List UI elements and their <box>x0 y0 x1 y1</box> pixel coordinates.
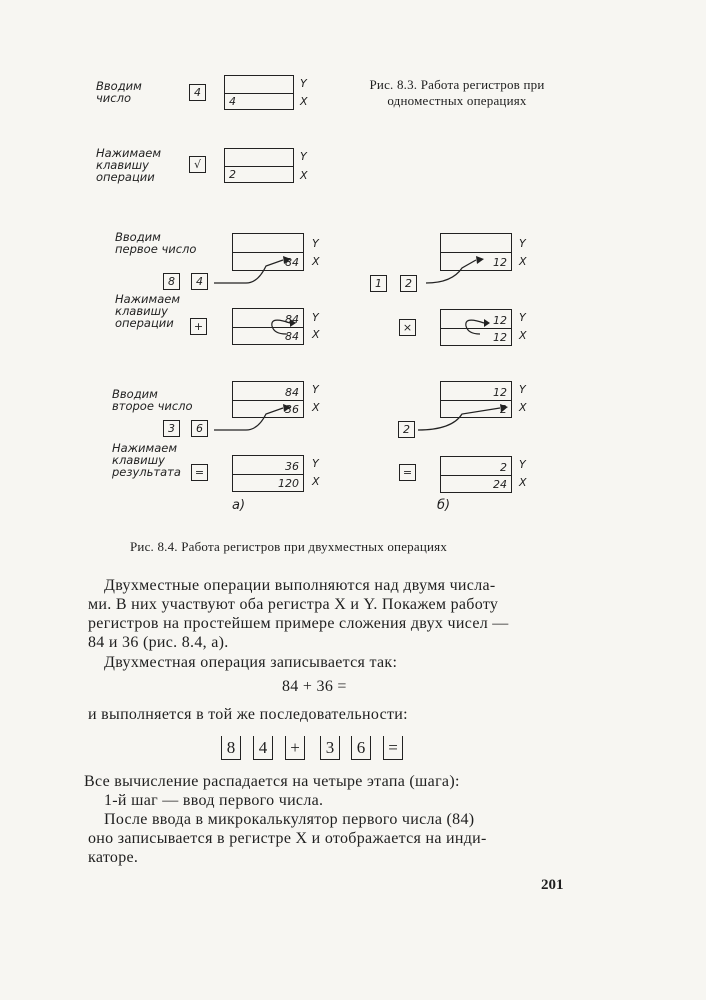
key-3: 3 <box>163 420 180 437</box>
key-sqrt: √ <box>189 156 206 173</box>
seq-key: 8 <box>221 736 241 760</box>
key-plus: + <box>190 318 207 335</box>
key-equals: = <box>399 464 416 481</box>
register-pair-a4: 36 120 <box>232 455 304 492</box>
paragraph-1: Двухместные операции выполняются над двумя числа- ми. В них участвуют оба регистра X и Y. Покажем работу регистров на простейшем примере сложения двух чисел — 84 и 36 (рис. 8.4, а). <box>88 577 509 651</box>
key-equals: = <box>191 464 208 481</box>
label-press-op: Нажимаем клавишу операции <box>96 146 162 184</box>
label-press-op: Нажимаем клавишу операции <box>115 292 181 330</box>
subfigure-a-label: а) <box>232 498 246 513</box>
paragraph-5: 1-й шаг — ввод первого числа. <box>104 792 324 809</box>
paragraph-2: Двухместная операция записывается так: <box>104 654 398 671</box>
seq-key: 3 <box>320 736 340 760</box>
register-pair-a1 <box>232 233 304 271</box>
register-pair-a2: 84 84 <box>232 308 304 345</box>
register-pair-b4: 2 24 <box>440 456 512 493</box>
label-press-result: Нажимаем клавишу результата <box>112 441 181 479</box>
label-enter-number: Вводим число <box>96 79 142 105</box>
register-x-label: X <box>300 95 308 108</box>
register-x-value: 4 <box>229 95 236 108</box>
formula: 84 + 36 = <box>282 678 347 695</box>
key-2: 2 <box>398 421 415 438</box>
key-2: 2 <box>400 275 417 292</box>
register-y-label: Y <box>300 150 307 163</box>
key-6: 6 <box>191 420 208 437</box>
label-enter-second: Вводим второе число <box>112 387 193 413</box>
paragraph-4: Все вычисление распадается на четыре этапа (шага): <box>84 773 460 790</box>
register-x-value: 2 <box>229 168 236 181</box>
key-4: 4 <box>191 273 208 290</box>
register-pair-b1: 12 <box>440 233 512 271</box>
seq-key: 4 <box>253 736 273 760</box>
key-8: 8 <box>163 273 180 290</box>
paragraph-3: и выполняется в той же последовательности: <box>88 706 408 723</box>
register-pair-b3: 12 2 <box>440 381 512 418</box>
label-enter-first: Вводим первое число <box>115 230 197 256</box>
page-number: 201 <box>541 877 564 893</box>
register-pair-b2: 12 12 <box>440 309 512 346</box>
figure-8-4-caption: Рис. 8.4. Работа регистров при двухместных операциях <box>130 539 448 554</box>
register-pair-a3: 84 36 <box>232 381 304 418</box>
seq-key: = <box>383 736 403 760</box>
register-x-value: 84 <box>285 256 299 269</box>
paragraph-6: После ввода в микрокалькулятор первого числа (84) оно записывается в регистре X и отображается на инди- каторе. <box>88 811 487 866</box>
figure-8-3-caption: Рис. 8.3. Работа регистров при одноместных операциях <box>369 77 545 108</box>
seq-key: 6 <box>351 736 371 760</box>
key-1: 1 <box>370 275 387 292</box>
seq-key: + <box>285 736 305 760</box>
register-x-label: X <box>300 169 308 182</box>
key-4: 4 <box>189 84 206 101</box>
register-y-label: Y <box>300 77 307 90</box>
key-multiply: × <box>399 319 416 336</box>
subfigure-b-label: б) <box>437 498 451 513</box>
